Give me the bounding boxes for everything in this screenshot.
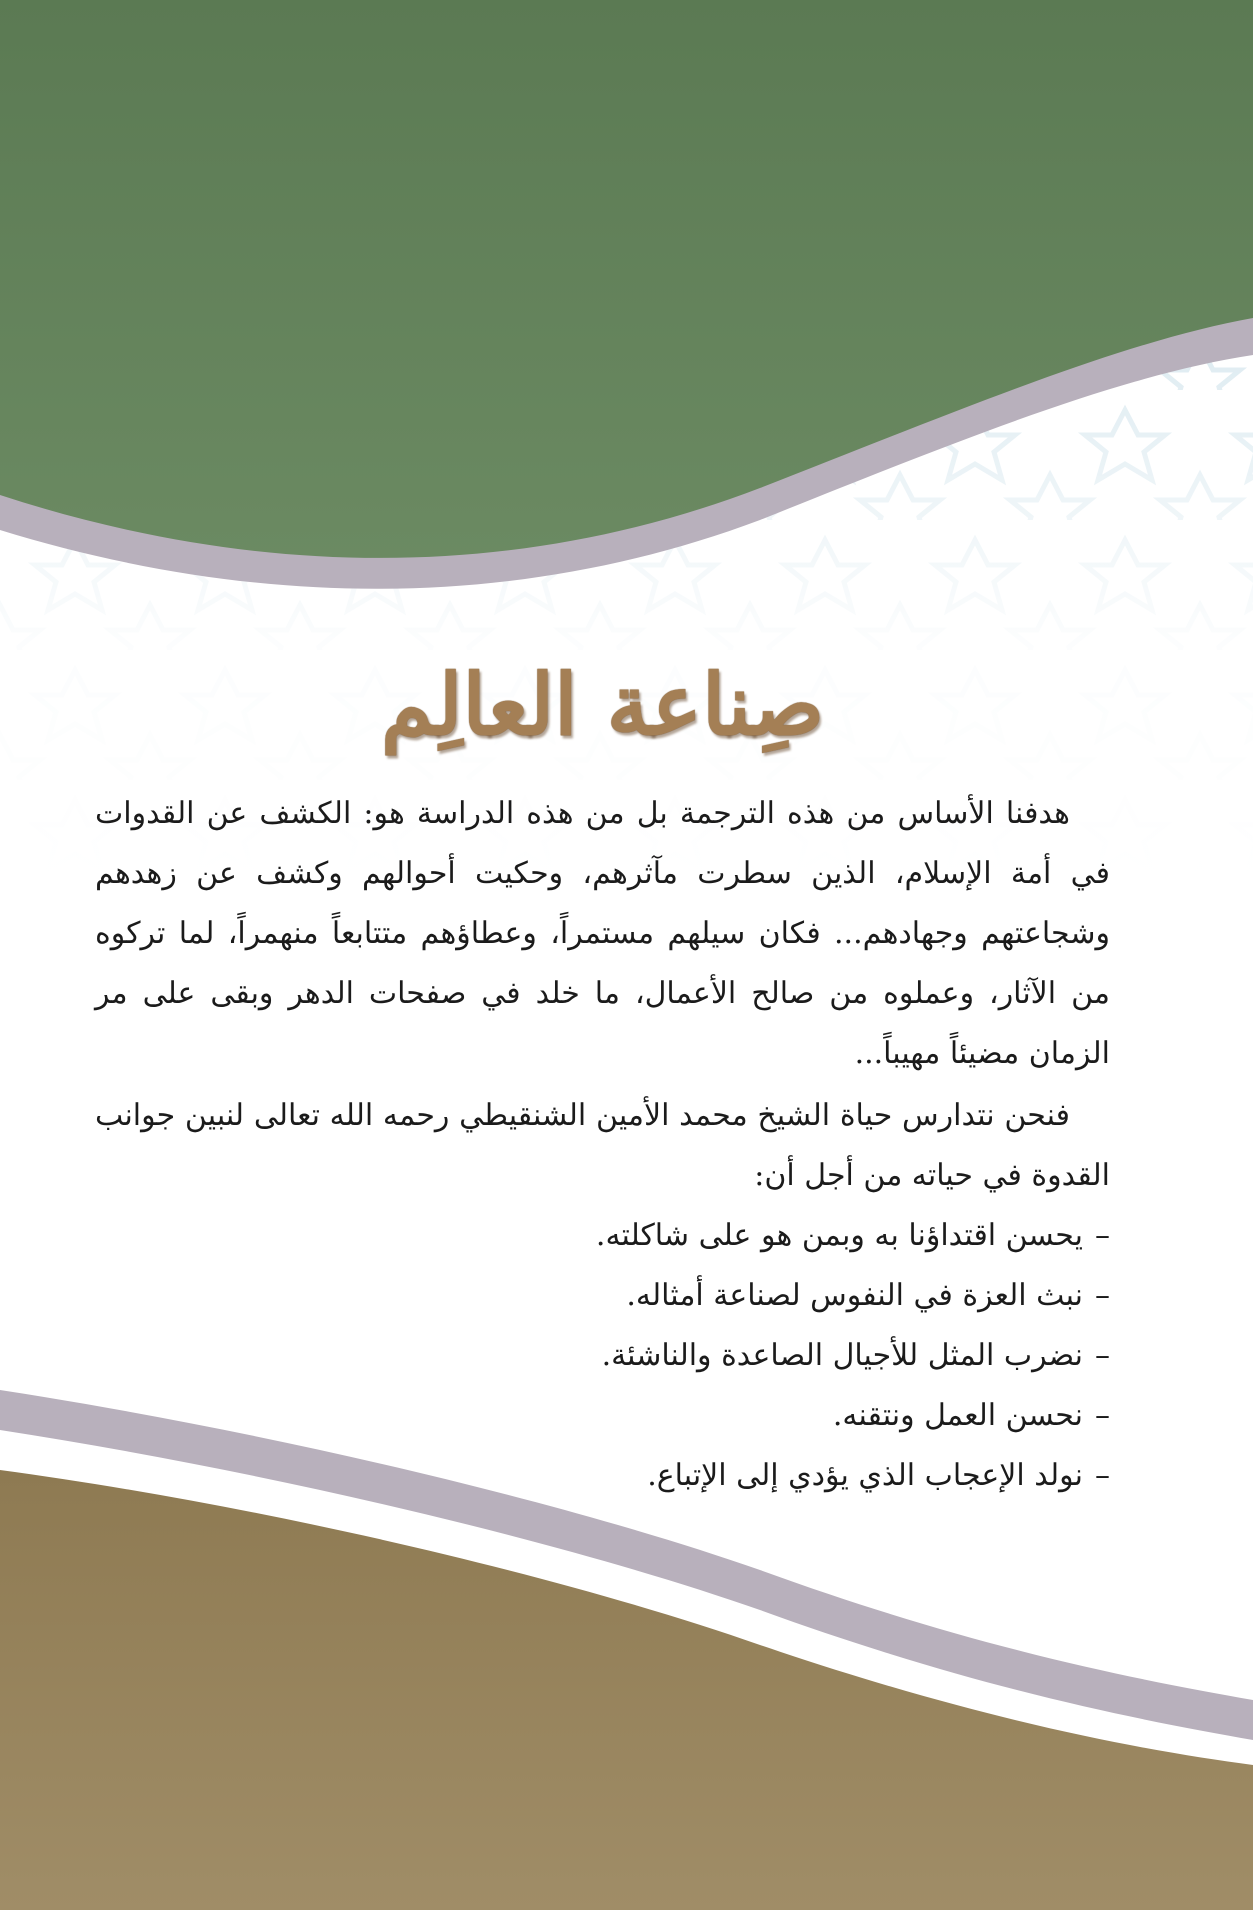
list-item-text: نولد الإعجاب الذي يؤدي إلى الإتباع. — [647, 1457, 1083, 1493]
dash-marker: – — [1095, 1277, 1110, 1313]
list-item — [95, 1446, 1110, 1506]
dash-marker: – — [1095, 1217, 1110, 1253]
dash-marker: – — [1095, 1397, 1110, 1433]
list-item — [95, 1206, 1110, 1266]
dash-marker: – — [1095, 1457, 1110, 1493]
list-item-text: نحسن العمل ونتقنه. — [832, 1397, 1083, 1433]
goals-list — [95, 1206, 1110, 1506]
list-item — [95, 1326, 1110, 1386]
list-item-text: نضرب المثل للأجيال الصاعدة والناشئة. — [601, 1337, 1083, 1373]
book-title: صِناعة العالِم — [380, 655, 825, 754]
cover-text — [95, 655, 1110, 1506]
intro-paragraph: هدفنا الأساس من هذه الترجمة بل من هذه الدراسة هو: الكشف عن القدوات في أمة الإسلام، الذين سطرت مآثرهم، وحكيت أحوالهم وكشف عن زهدهم وشجاعتهم وجهادهم... فكان سيلهم مستمراً، وعطاؤهم متتابعاً منهمراً، لما تركوه من الآثار، وعملوه من صالح الأعمال، ما خلد في صفحات الدهر وبقى على مر الزمان مضيئاً مهيباً... — [95, 795, 1110, 1071]
dash-marker: – — [1095, 1337, 1110, 1373]
list-item-text: يحسن اقتداؤنا به وبمن هو على شاكلته. — [595, 1217, 1083, 1253]
list-item-text: نبث العزة في النفوس لصناعة أمثاله. — [626, 1277, 1083, 1313]
purpose-paragraph: فنحن نتدارس حياة الشيخ محمد الأمين الشنقيطي رحمه الله تعالى لنبين جوانب القدوة في حياته من أجل أن: — [95, 1097, 1110, 1193]
list-item — [95, 1386, 1110, 1446]
list-item — [95, 1266, 1110, 1326]
